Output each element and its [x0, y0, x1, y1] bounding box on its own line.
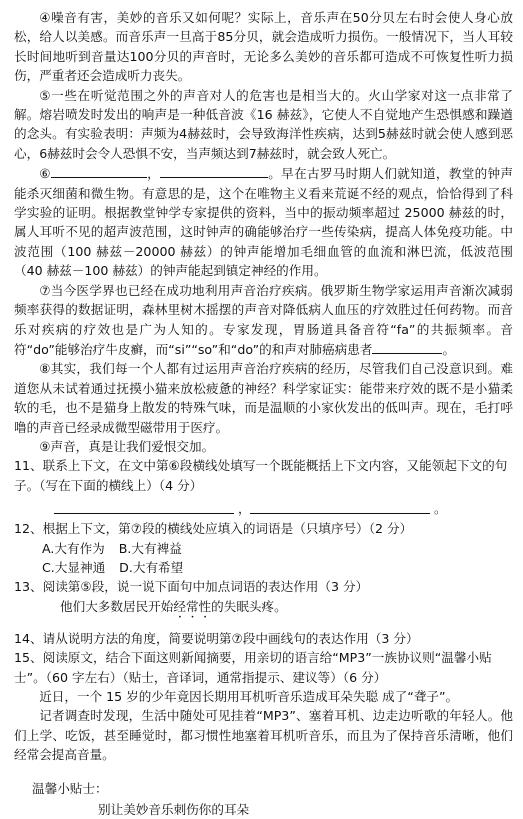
- question-15: 15、阅读原文，结合下面这则新闻摘要，用亲切的语言给“MP3”一族协议则“温馨小贴士”。（60 字左右）（贴士，音译词，通常指提示、建议等）（6 分）: [14, 650, 492, 685]
- answer-blank-1[interactable]: [54, 499, 234, 514]
- answer-comma: ，: [238, 501, 251, 517]
- option-b[interactable]: B.大有裨益: [118, 540, 182, 556]
- question-13-sentence: [60, 597, 513, 621]
- news-paragraph-2: 记者调查时发现，生活中随处可见挂着“MP3”、塞着耳机、边走边听歌的年轻人。他们上学、吃饭，甚至睡觉时，都习惯性地塞着耳机听音乐，而且为了保持音乐清晰，他们经常会提高音量。: [14, 708, 513, 763]
- fill-blank-1[interactable]: [51, 163, 147, 178]
- paragraph-7-text: ⑦当今医学界也已经在成功地利用声音治疗疾病。俄罗斯生物学家运用声音渐次减弱频率获得的数据证明，森林里树木摇摆的声音对降低病人血压的疗效胜过任何药物。而音乐对疾病的疗效也是广为人知的。专家发现，胃肠道具备音符“fa”的共振频率。音符“do”能够治疗牛皮癣，而“si”“so”和“do”的和声对肺癌病患者: [14, 282, 513, 357]
- answer-blank-2[interactable]: [250, 499, 430, 514]
- option-c[interactable]: C.大显神通: [42, 559, 106, 575]
- question-11-answer: [14, 495, 513, 519]
- question-13: 13、阅读第⑤段，说一说下面句中加点词语的表达作用（3 分）: [14, 579, 369, 595]
- question-12: 12、根据上下文，第⑦段的横线处应填入的词语是（只填序号）（2 分）: [14, 521, 413, 537]
- paragraph-9: ⑨声音，真是让我们爱恨交加。: [39, 438, 215, 454]
- news-paragraph-1: 近日，一个 15 岁的少年竟因长期用耳机听音乐造成耳朵失聪 成了“聋子”。: [39, 689, 459, 704]
- fill-blank-2[interactable]: [160, 163, 268, 178]
- question-14: 14、请从说明方法的角度，简要说明第⑦段中画线句的表达作用（3 分）: [14, 630, 419, 646]
- paragraph-5: ⑤一些在听觉范围之外的声音对人的危害也是相当大的。火山学家对这一点非常了解。熔岩喷发时发出的响声是一种低音波《16 赫兹》，它使人不自觉地产生恐惧感和躁遒的念头。有实验表明：声频为4赫兹时，会导致海洋性疾病，达到5赫兹时就会使人感到恶心，6赫兹时会令人恐惧不安，当声频达到7赫兹时，就会致人死亡。: [14, 87, 513, 161]
- paragraph-8: ⑧其实，我们每一个人都有过运用声音治疗疾病的经历，尽管我们自己没意识到。难道您从未试着通过抚摸小猫来放松疲惫的神经？科学家证实：能带来疗效的既不是小猫柔软的毛，也不是猫身上散发的特殊气味，而是温顺的小家伙发出的低叫声。现在，毛打呼噜的声音已经录成微型磁带用于医疗。: [14, 361, 513, 435]
- q13-post: 的失眠头疼。: [211, 598, 287, 614]
- paragraph-7: ⑦当今医学界也已经在成功地利用声音治疗疾病。俄罗斯生物学家运用声音渐次减弱频率获得的数据证明，森林里树木摇摆的声音对降低病人血压的疗效胜过任何药物。而音乐对疾病的疗效也是广为人知的。专家发现，胃肠道具备音符“fa”的共振频率。音符“do”能够治疗牛皮癣，而“si”“so”和“do”的和声对肺癌病患者 。: [14, 282, 513, 357]
- paragraph-6-number: ⑥: [39, 166, 51, 182]
- fill-blank-3[interactable]: [372, 339, 442, 354]
- question-12-options-row1: [42, 539, 513, 558]
- paragraph-6-sep: ，: [146, 166, 160, 182]
- option-d[interactable]: D.大有希望: [119, 559, 184, 575]
- tip-text: 别让美妙音乐刺伤你的耳朵: [98, 802, 250, 818]
- paragraph-6: [14, 163, 513, 280]
- option-a[interactable]: A.大有作为: [42, 540, 105, 556]
- question-12-options-row2: [42, 558, 513, 577]
- answer-period: 。: [434, 501, 447, 517]
- paragraph-6-text: 。早在古罗马时期人们就知道，教堂的钟声能杀灭细菌和微生物。有意思的是，这个在唯物主义看来荒诞不经的观点，恰恰得到了科学实验的证明。根据教堂钟学专家提供的资料，当中的振动频率超过 25000 赫兹的时，属人耳听不见的超声波范围，这时钟声的确能够治疗一些传染病，提高人体免疫功能。中波范围（100 赫兹－20000 赫兹）的钟声能增加毛细血管的血流和淋巴流，低波范围（40 赫兹－100 赫兹）的钟声能起到镇定神经的作用。: [14, 166, 514, 279]
- tip-label: 温馨小贴士：: [32, 780, 108, 796]
- paragraph-4: ④噪音有害，美妙的音乐又如何呢？实际上，音乐声在50分贝左右时会使人身心放松，给人以美感。而音乐声一旦高于85分贝，就会造成听力损伤。一般情况下，当人耳较长时间地听到音量达100分贝的声音时，无论多么美妙的音乐都可造成不可恢复性听力损伤，严重者还会造成听力丧失。: [14, 10, 513, 84]
- q13-dotted-word: 经常性: [173, 598, 212, 614]
- q13-pre: 他们大多数居民开始: [60, 598, 174, 614]
- question-11: 11、联系上下文，在文中第⑥段横线处填写一个既能概括上下文内容，又能领起下文的句子。（写在下面的横线上）（4 分）: [14, 458, 508, 493]
